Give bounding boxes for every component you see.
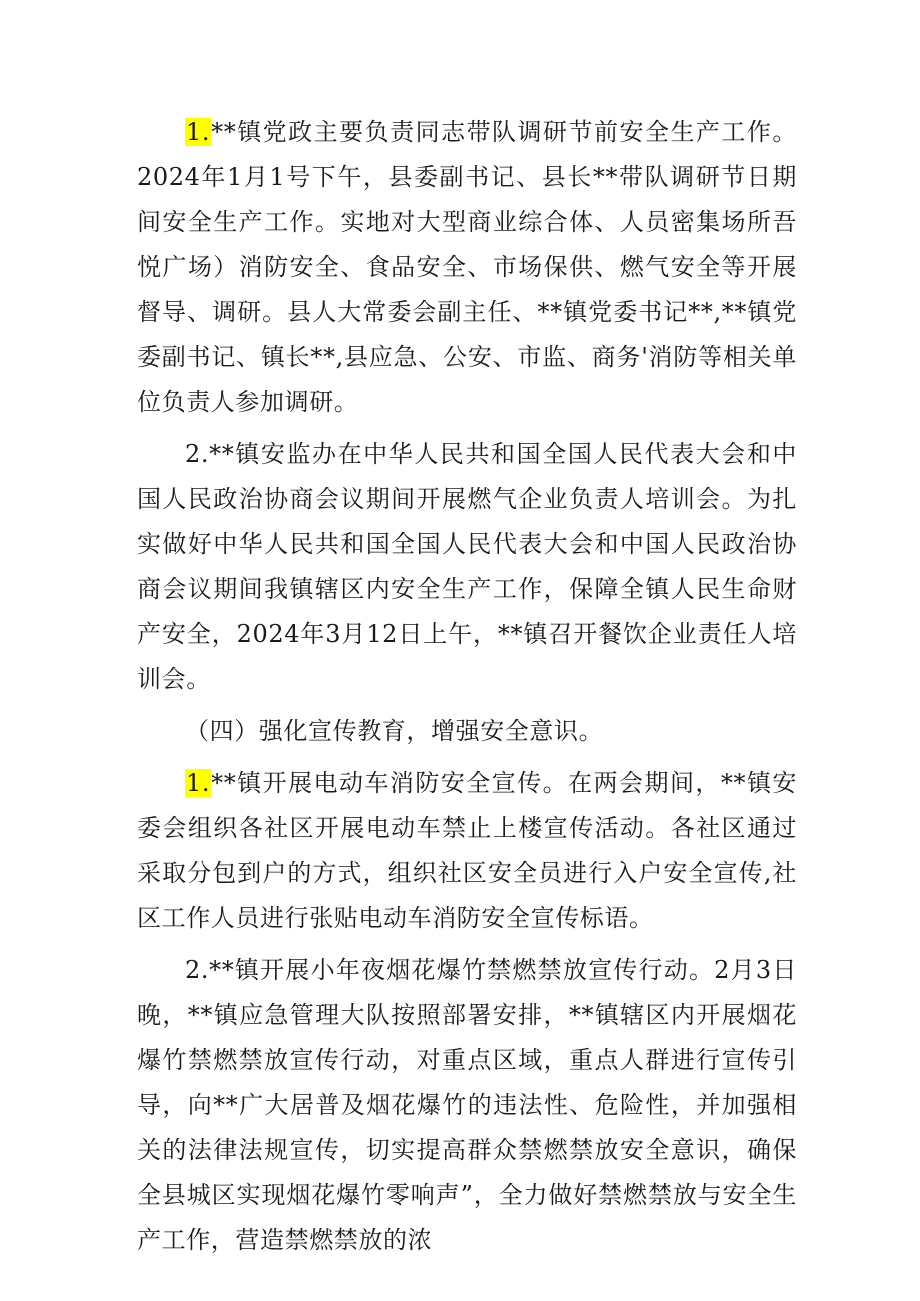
paragraph-text: **镇开展小年夜烟花爆竹禁燃禁放宣传行动。2月3日晚，**镇应急管理大队按照部署安排，**镇辖区内开展烟花爆竹禁燃禁放宣传行动，对重点区域，重点人群进行宣传引导，向**广大居普及烟花爆竹的违法性、危险性，并加强相关的法律法规宣传，切实提高群众禁燃禁放安全意识，确保全县城区实现烟花爆竹零响声”，全力做好禁燃禁放与安全生产工作，营造禁燃禁放的浓 [137, 956, 797, 1254]
paragraph-gas-training [137, 432, 797, 702]
paragraph-ebike-safety [137, 761, 797, 941]
document-body [137, 110, 797, 1270]
section-heading: （四）强化宣传教育，增强安全意识。 [185, 717, 604, 745]
paragraph-number-highlighted: 1. [186, 118, 211, 146]
paragraph-number: 2. [185, 956, 210, 984]
paragraph-number: 2. [185, 440, 210, 468]
paragraph-town-leaders-inspection [137, 110, 797, 425]
paragraph-text: **镇开展电动车消防安全宣传。在两会期间，**镇安委会组织各社区开展电动车禁止上楼宣传活动。各社区通过采取分包到户的方式，组织社区安全员进行入户安全宣传,社区工作人员进行张贴电动车消防安全宣传标语。 [137, 769, 797, 932]
paragraph-text: **镇安监办在中华人民共和国全国人民代表大会和中国人民政治协商会议期间开展燃气企业负责人培训会。为扎实做好中华人民共和国全国人民代表大会和中国人民政治协商会议期间我镇辖区内安全生产工作，保障全镇人民生命财产安全，2024年3月12日上午，**镇召开餐饮企业责任人培训会。 [137, 440, 797, 693]
paragraph-fireworks-ban [137, 948, 797, 1263]
paragraph-number-highlighted: 1. [186, 769, 211, 797]
paragraph-text: **镇党政主要负责同志带队调研节前安全生产工作。2024年1月1号下午，县委副书记、县长**带队调研节日期间安全生产工作。实地对大型商业综合体、人员密集场所吾悦广场）消防安全、食品安全、市场保供、燃气安全等开展督导、调研。县人大常委会副主任、**镇党委书记**,**镇党委副书记、镇长**,县应急、公安、市监、商务'消防等相关单位负责人参加调研。 [137, 118, 797, 416]
